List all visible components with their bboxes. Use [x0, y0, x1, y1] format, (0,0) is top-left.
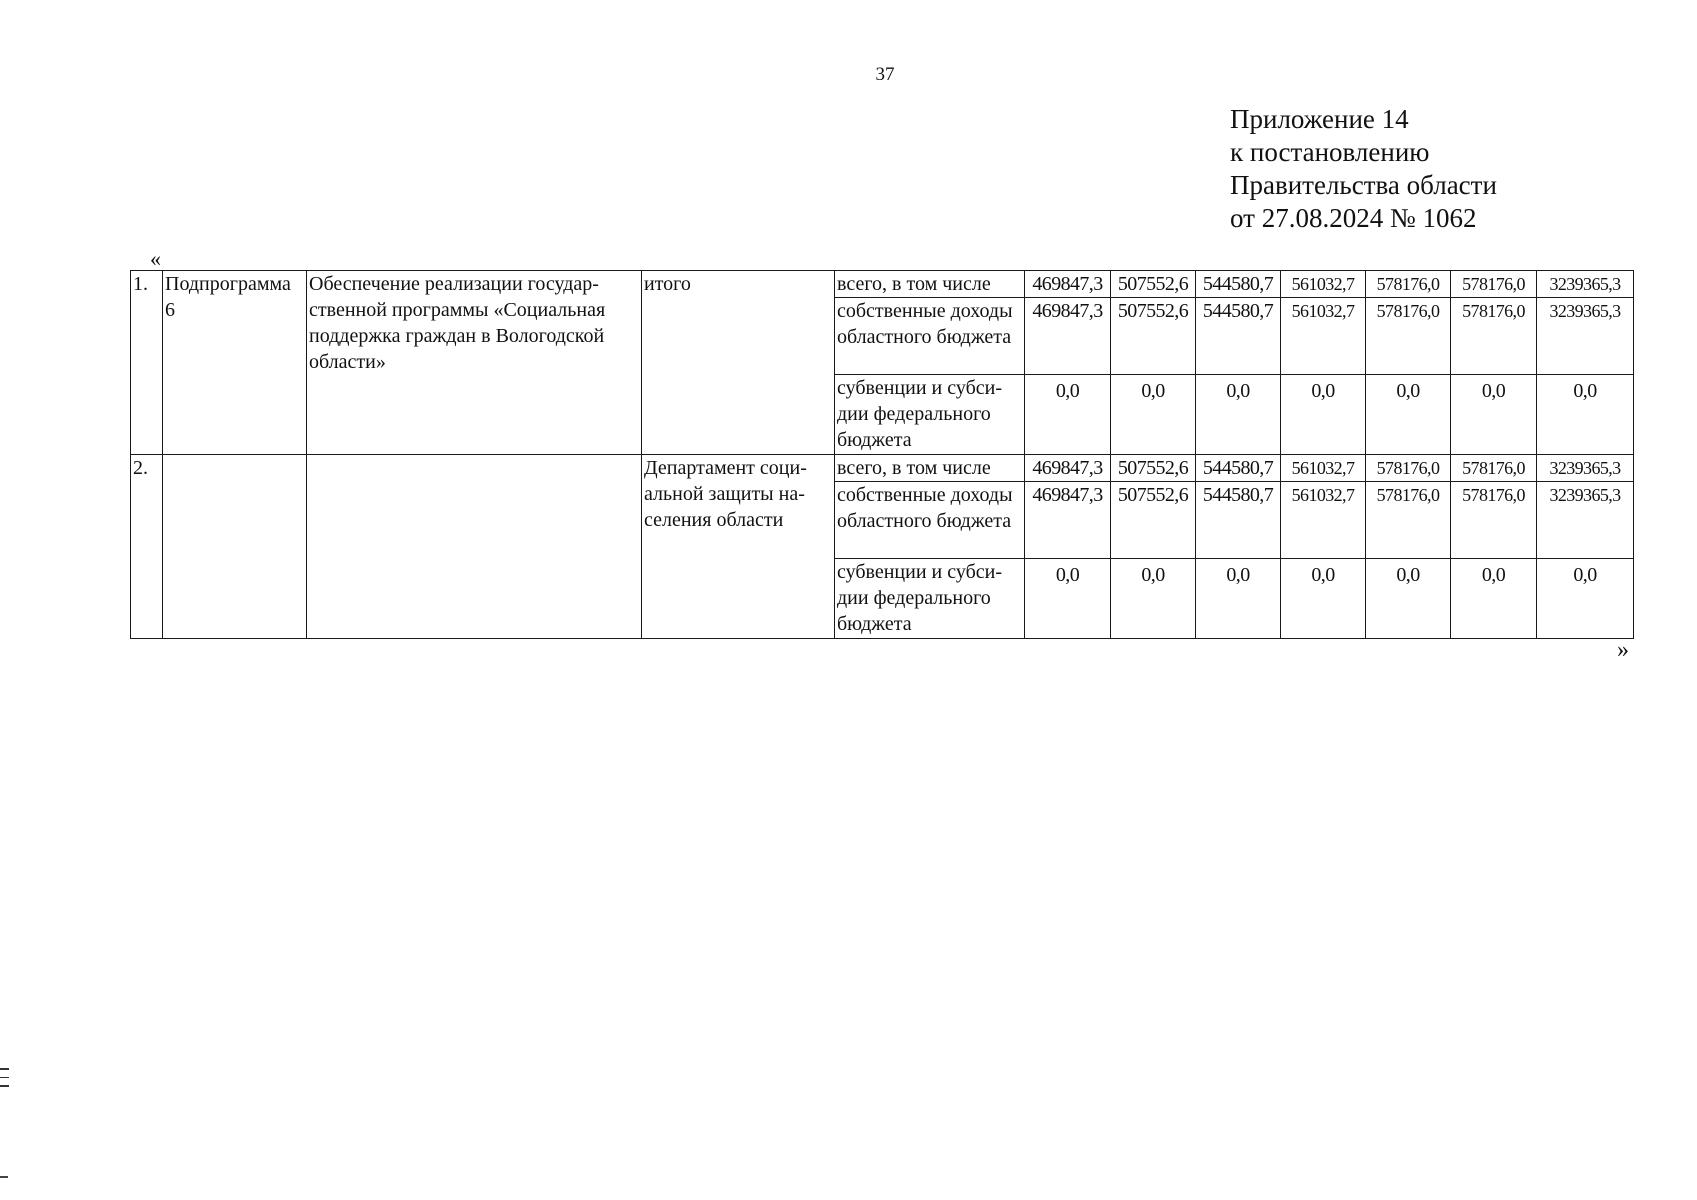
table-row [131, 271, 1634, 298]
margin-mark [0, 1068, 9, 1070]
value-cell: 0,0 [1451, 375, 1537, 455]
value-cell: 578176,0 [1451, 298, 1537, 375]
total-value-cell: 0,0 [1537, 375, 1634, 455]
value-cell: 578176,0 [1366, 271, 1451, 298]
appendix-line-4: от 27.08.2024 № 1062 [1230, 203, 1477, 233]
value-cell: 469847,3 [1025, 271, 1111, 298]
executor-cell: Департамент социальной защиты населения области [642, 455, 835, 639]
value-cell: 544580,7 [1196, 455, 1281, 482]
source-cell: субвенции и субсидии федерального бюджета [835, 375, 1025, 455]
value-cell: 469847,3 [1025, 482, 1111, 559]
total-value-cell: 3239365,3 [1537, 482, 1634, 559]
value-cell: 578176,0 [1366, 482, 1451, 559]
status-cell: Подпрограмма 6 [163, 271, 307, 455]
value-cell: 469847,3 [1025, 455, 1111, 482]
value-cell: 0,0 [1366, 375, 1451, 455]
value-cell: 578176,0 [1366, 455, 1451, 482]
row-number: 1. [131, 271, 163, 455]
value-cell: 469847,3 [1025, 298, 1111, 375]
value-cell: 578176,0 [1451, 482, 1537, 559]
executor-cell: итого [642, 271, 835, 455]
table-row [131, 455, 1634, 482]
source-cell: субвенции и субсидии федерального бюджета [835, 559, 1025, 639]
value-cell: 578176,0 [1451, 271, 1537, 298]
closing-quote: » [1617, 637, 1629, 663]
opening-quote: « [150, 246, 161, 271]
value-cell: 544580,7 [1196, 298, 1281, 375]
value-cell: 0,0 [1366, 559, 1451, 639]
value-cell: 0,0 [1451, 559, 1537, 639]
value-cell: 0,0 [1281, 375, 1366, 455]
value-cell: 0,0 [1025, 375, 1111, 455]
value-cell: 507552,6 [1111, 271, 1196, 298]
value-cell: 561032,7 [1281, 455, 1366, 482]
value-cell: 0,0 [1111, 559, 1196, 639]
value-cell: 544580,7 [1196, 271, 1281, 298]
margin-dash [0, 1176, 8, 1178]
appendix-line-1: Приложение 14 [1230, 104, 1409, 134]
value-cell: 544580,7 [1196, 482, 1281, 559]
appendix-line-3: Правительства области [1230, 170, 1497, 200]
value-cell: 0,0 [1281, 559, 1366, 639]
appendix-line-2: к постановлению [1230, 137, 1430, 167]
source-cell: всего, в том числе [835, 271, 1025, 298]
value-cell: 578176,0 [1451, 455, 1537, 482]
value-cell: 507552,6 [1111, 455, 1196, 482]
value-cell: 507552,6 [1111, 298, 1196, 375]
budget-table [130, 270, 1634, 639]
value-cell: 0,0 [1196, 559, 1281, 639]
total-value-cell: 0,0 [1537, 559, 1634, 639]
margin-mark [0, 1077, 9, 1079]
margin-marks [0, 1068, 9, 1094]
status-cell [163, 455, 307, 639]
source-cell: собственные доходы областного бюджета [835, 298, 1025, 375]
total-value-cell: 3239365,3 [1537, 271, 1634, 298]
program-name-cell: Обеспечение реализации государственной программы «Социальная поддержка граждан в Вологодской области» [307, 271, 642, 455]
program-name-cell [307, 455, 642, 639]
total-value-cell: 3239365,3 [1537, 455, 1634, 482]
row-number: 2. [131, 455, 163, 639]
value-cell: 0,0 [1025, 559, 1111, 639]
total-value-cell: 3239365,3 [1537, 298, 1634, 375]
value-cell: 0,0 [1196, 375, 1281, 455]
margin-mark [0, 1085, 9, 1087]
value-cell: 561032,7 [1281, 482, 1366, 559]
value-cell: 578176,0 [1366, 298, 1451, 375]
value-cell: 561032,7 [1281, 298, 1366, 375]
source-cell: всего, в том числе [835, 455, 1025, 482]
value-cell: 0,0 [1111, 375, 1196, 455]
appendix-header [1230, 103, 1497, 235]
value-cell: 507552,6 [1111, 482, 1196, 559]
source-cell: собственные доходы областного бюджета [835, 482, 1025, 559]
value-cell: 561032,7 [1281, 271, 1366, 298]
page-number: 37 [875, 64, 895, 85]
